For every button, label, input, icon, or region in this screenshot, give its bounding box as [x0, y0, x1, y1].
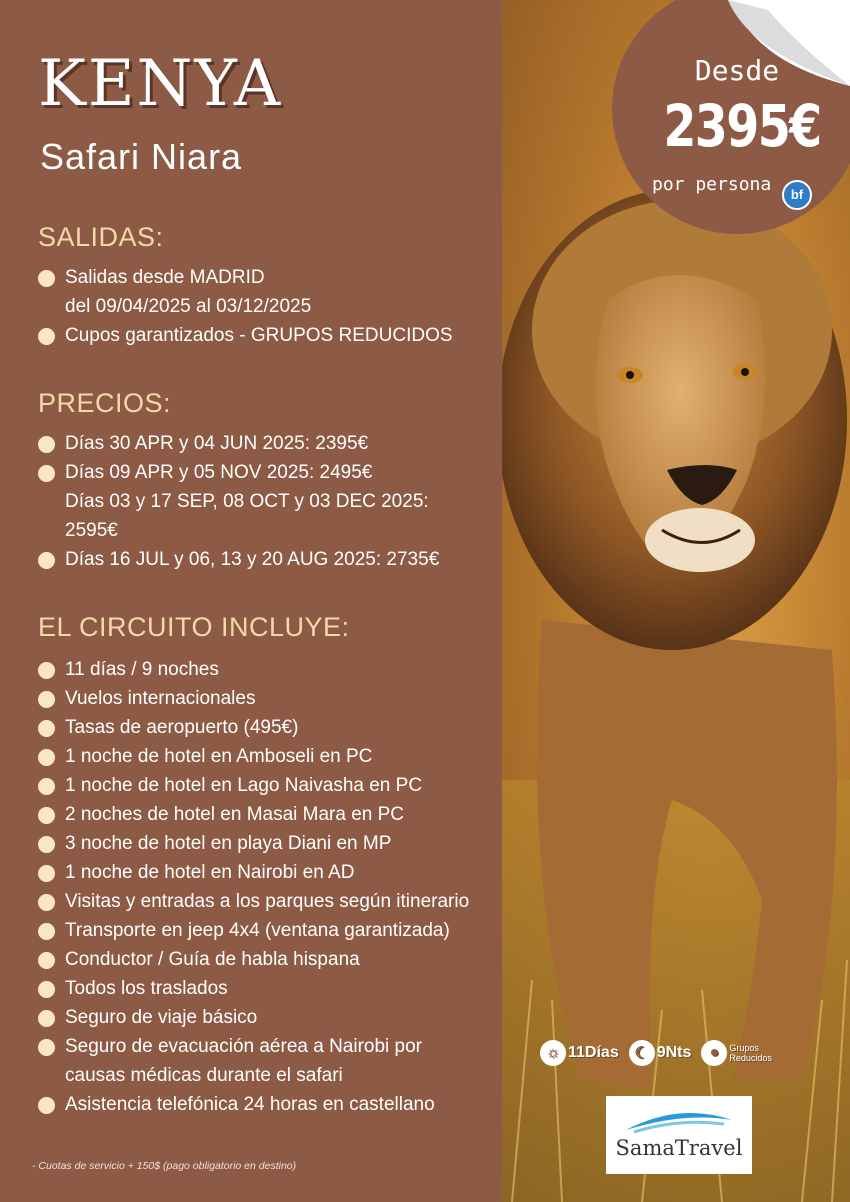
list-item: Asistencia telefónica 24 horas en castellano	[38, 1090, 498, 1119]
moon-icon: ☾	[629, 1040, 655, 1066]
list-item: 1 noche de hotel en Lago Naivasha en PC	[38, 771, 498, 800]
list-item: Todos los traslados	[38, 974, 498, 1003]
wave-icon	[624, 1108, 734, 1136]
list-item: Tasas de aeropuerto (495€)	[38, 713, 498, 742]
footnote: - Cuotas de servicio + 150$ (pago obligatorio en destino)	[32, 1160, 297, 1172]
bullet-icon	[38, 894, 55, 911]
bullet-icon	[38, 552, 55, 569]
bullet-icon	[38, 1010, 55, 1027]
list-item: Transporte en jeep 4x4 (ventana garantizada)	[38, 916, 498, 945]
list-item: Días 03 y 17 SEP, 08 OCT y 03 DEC 2025:	[65, 491, 429, 512]
page-curl-icon	[728, 0, 850, 86]
precios-heading: PRECIOS:	[38, 388, 172, 418]
list-item: Vuelos internacionales	[38, 684, 498, 713]
page-title: KENYA	[38, 47, 283, 121]
salidas-heading: SALIDAS:	[38, 222, 164, 252]
list-item: 1 noche de hotel en Amboseli en PC	[38, 742, 498, 771]
bullet-icon	[38, 807, 55, 824]
list-item: Salidas desde MADRID	[38, 263, 498, 292]
bullet-icon	[38, 720, 55, 737]
price-per-label: por persona	[652, 174, 772, 195]
list-item: Días 30 APR y 04 JUN 2025: 2395€	[38, 429, 498, 458]
list-item: del 09/04/2025 al 03/12/2025	[65, 296, 312, 317]
list-item: 3 noche de hotel en playa Diani en MP	[38, 829, 498, 858]
list-item: 2595€	[65, 520, 118, 541]
precios-list	[38, 429, 498, 574]
price-value: 2395€	[663, 92, 821, 160]
list-item: Seguro de evacuación aérea a Nairobi por	[38, 1032, 498, 1061]
bullet-icon	[38, 662, 55, 679]
list-item: Días 09 APR y 05 NOV 2025: 2495€	[38, 458, 498, 487]
bullet-icon	[38, 270, 55, 287]
list-item: causas médicas durante el safari	[65, 1065, 343, 1086]
bullet-icon	[38, 328, 55, 345]
trip-icons	[540, 1040, 772, 1066]
sama-travel-logo	[606, 1096, 752, 1174]
group-icon: ●	[701, 1040, 727, 1066]
price-from-label: Desde	[694, 54, 780, 87]
bullet-icon	[38, 865, 55, 882]
bullet-icon	[38, 923, 55, 940]
nights-badge: ☾ 9Nts	[629, 1040, 692, 1066]
salidas-list	[38, 263, 498, 350]
sun-icon: ☼	[540, 1040, 566, 1066]
bullet-icon	[38, 778, 55, 795]
list-item: 1 noche de hotel en Nairobi en AD	[38, 858, 498, 887]
bullet-icon	[38, 691, 55, 708]
bullet-icon	[38, 981, 55, 998]
list-item: Cupos garantizados - GRUPOS REDUCIDOS	[38, 321, 498, 350]
bullet-icon	[38, 836, 55, 853]
bullet-icon	[38, 436, 55, 453]
list-item: Conductor / Guía de habla hispana	[38, 945, 498, 974]
bullet-icon	[38, 952, 55, 969]
list-item: Días 16 JUL y 06, 13 y 20 AUG 2025: 2735€	[38, 545, 498, 574]
list-item: Visitas y entradas a los parques según itinerario	[38, 887, 498, 916]
page-subtitle: Safari Niara	[40, 136, 243, 177]
bullet-icon	[38, 1097, 55, 1114]
list-item: 2 noches de hotel en Masai Mara en PC	[38, 800, 498, 829]
incluye-list	[38, 655, 498, 1119]
days-badge: ☼ 11Días	[540, 1040, 619, 1066]
groups-badge: ● Grupos Reducidos	[701, 1040, 772, 1066]
list-item: 11 días / 9 noches	[38, 655, 498, 684]
bullet-icon	[38, 749, 55, 766]
incluye-heading: EL CIRCUITO INCLUYE:	[38, 612, 350, 642]
bf-logo-icon: bf	[782, 180, 812, 210]
bullet-icon	[38, 465, 55, 482]
logo-name: SamaTravel	[615, 1136, 743, 1160]
list-item: Seguro de viaje básico	[38, 1003, 498, 1032]
bullet-icon	[38, 1039, 55, 1056]
